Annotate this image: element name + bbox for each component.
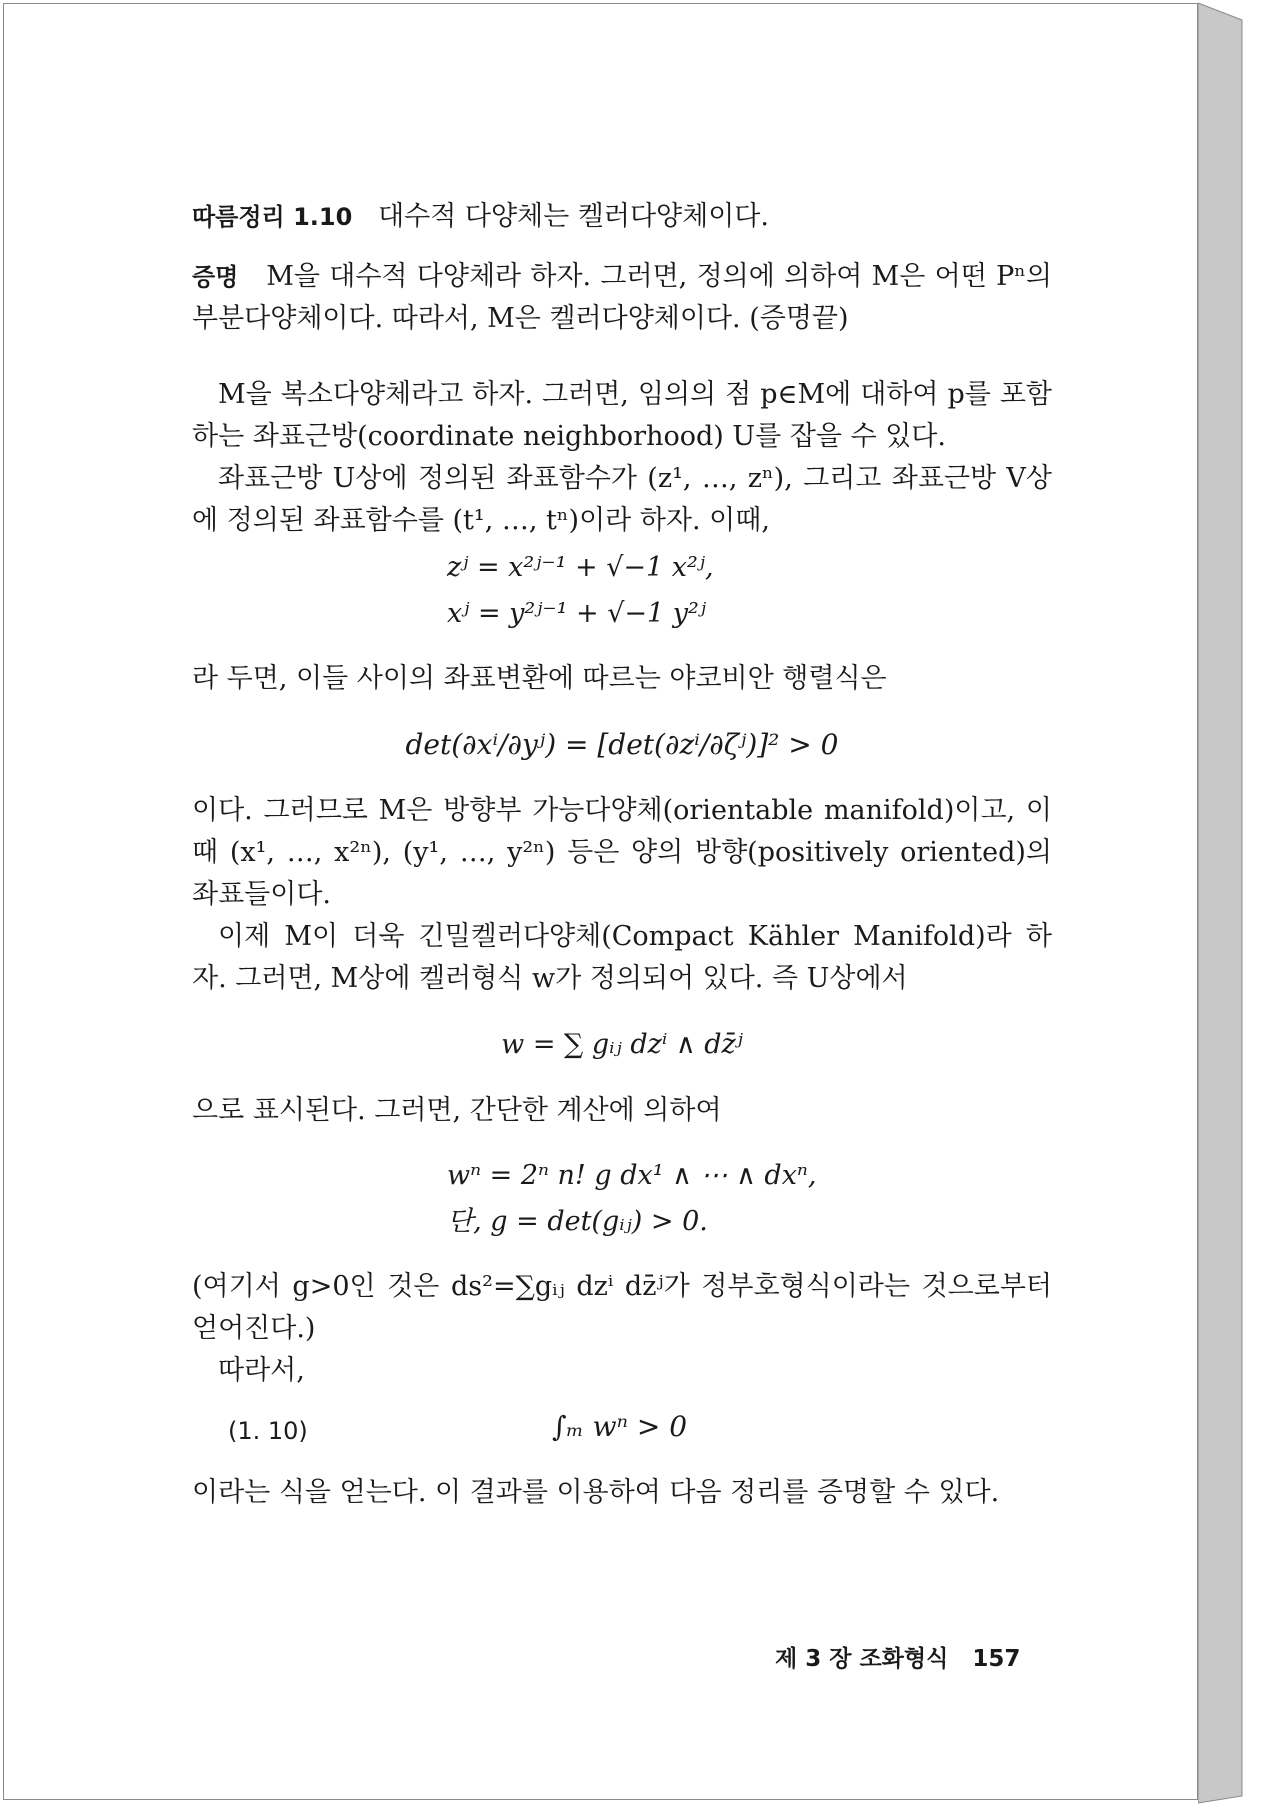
chapter-title: 제 3 장 조화형식 [775, 1646, 949, 1672]
equation-2: xʲ = y²ʲ⁻¹ + √−1 y²ʲ [447, 598, 707, 629]
equation-integral: ∫ₘ wⁿ > 0 [552, 1410, 688, 1443]
page-edge-shadow [1198, 0, 1248, 1806]
corollary-label: 따름정리 1.10 [192, 203, 353, 231]
equation-condition: 단, g = det(gᵢⱼ) > 0. [447, 1206, 708, 1237]
page-content [192, 196, 1052, 1514]
equation-1: zʲ = x²ʲ⁻¹ + √−1 x²ʲ, [447, 552, 714, 583]
equation-number: (1. 10) [228, 1417, 308, 1445]
paragraph-2: 좌표근방 U상에 정의된 좌표함수가 (z¹, …, zⁿ), 그리고 좌표근방 V상에 정의된 좌표함수를 (t¹, …, tⁿ)이라 하자. 이때, [192, 463, 1052, 536]
paragraph-8: 따라서, [218, 1355, 305, 1386]
proof-text: M을 대수적 다양체라 하자. 그러면, 정의에 의하여 M은 어떤 Pⁿ의 부분다양체이다. 따라서, M은 켈러다양체이다. (증명끝) [192, 261, 1052, 334]
paragraph-3: 라 두면, 이들 사이의 좌표변환에 따르는 야코비안 행렬식은 [192, 663, 887, 694]
paragraph-5: 이제 M이 더욱 긴밀켈러다양체(Compact Kähler Manifold)라 하자. 그러면, M상에 켈러형식 w가 정의되어 있다. 즉 U상에서 [192, 921, 1052, 994]
equation-kahler-form: w = ∑ gᵢⱼ dzⁱ ∧ dz̄ʲ [501, 1029, 743, 1060]
numbered-equation [192, 1392, 1052, 1472]
paragraph-9: 이라는 식을 얻는다. 이 결과를 이용하여 다음 정리를 증명할 수 있다. [192, 1477, 1000, 1508]
equation-jacobian: det(∂xⁱ/∂yʲ) = [det(∂zⁱ/∂ζʲ)]² > 0 [405, 728, 839, 761]
page-footer [775, 1640, 1020, 1673]
corollary-text: 대수적 다양체는 켈러다양체이다. [378, 201, 769, 232]
corollary [192, 196, 1052, 238]
paragraph-4: 이다. 그러므로 M은 방향부 가능다양체(orientable manifold)이고, 이때 (x¹, …, x²ⁿ), (y¹, …, y²ⁿ) 등은 양의 방향(positively oriented)의 좌표들이다. [192, 795, 1052, 910]
paragraph-1: M을 복소다양체라고 하자. 그러면, 임의의 점 p∈M에 대하여 p를 포함하는 좌표근방(coordinate neighborhood) U를 잡을 수 있다. [192, 379, 1052, 452]
page-number: 157 [972, 1646, 1021, 1672]
paragraph-7: (여기서 g>0인 것은 ds²=∑gᵢⱼ dzⁱ dz̄ʲ가 정부호형식이라는 것으로부터 얻어진다.) [192, 1271, 1052, 1344]
paragraph-6: 으로 표시된다. 그러면, 간단한 계산에 의하여 [192, 1095, 722, 1126]
proof-label: 증명 [192, 263, 239, 291]
proof [192, 256, 1052, 340]
equation-volume-form: wⁿ = 2ⁿ n! g dx¹ ∧ ⋯ ∧ dxⁿ, [447, 1160, 817, 1191]
